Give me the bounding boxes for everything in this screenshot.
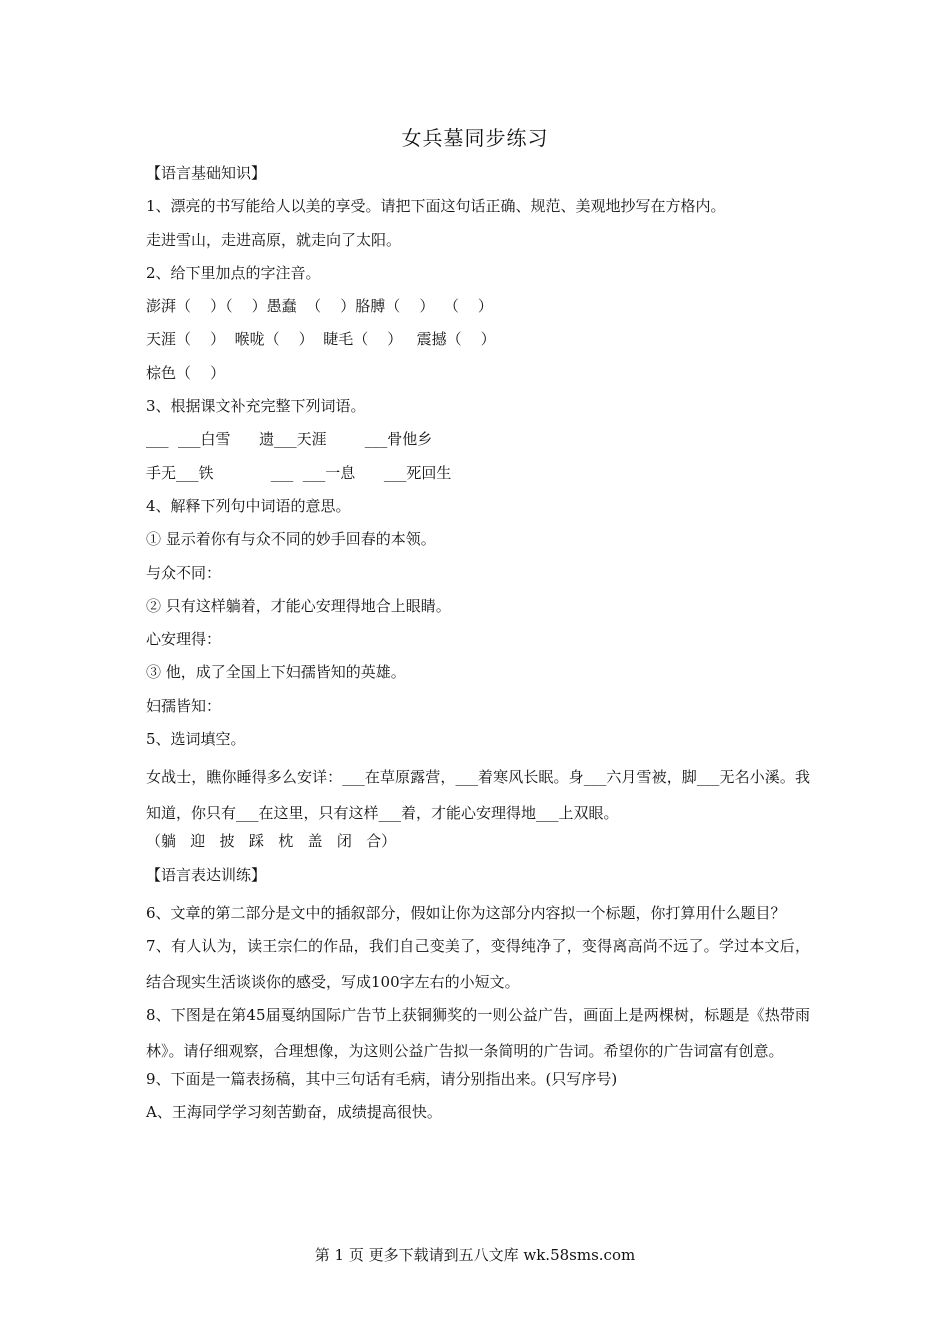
section-heading-basic: 【语言基础知识】 bbox=[146, 164, 267, 182]
answer-label-1: 与众不同： bbox=[146, 563, 222, 582]
pinyin-row-2: 天涯（ ） 喉咙（ ） 睫毛（ ） 震撼（ ） bbox=[146, 330, 496, 349]
sentence-1: ① 显示着你有与众不同的妙手回春的本领。 bbox=[146, 530, 436, 549]
question-8: 8、下图是在第45届戛纳国际广告节上获铜狮奖的一则公益广告，画面上是两棵树，标题是《热带雨林》。请仔细观察，合理想像，为这则公益广告拟一条简明的广告词。希望你的广告词富有创意。 bbox=[146, 1005, 810, 1060]
pinyin-row-3: 棕色（ ） bbox=[146, 363, 226, 382]
question-7: 7、有人认为，读王宗仁的作品，我们自己变美了，变得纯净了，变得离高尚不远了。学过本文后，结合现实生活谈谈你的感受，写成100字左右的小短文。 bbox=[146, 936, 810, 991]
pinyin-row-1: 澎湃（ ）（ ）愚蠢 （ ）胳膊（ ） （ ） bbox=[146, 297, 493, 316]
sentence-3: ③ 他，成了全国上下妇孺皆知的英雄。 bbox=[146, 663, 406, 682]
answer-label-3: 妇孺皆知： bbox=[146, 696, 222, 715]
question-3: 3、根据课文补充完整下列词语。 bbox=[146, 397, 366, 416]
question-6: 6、文章的第二部分是文中的插叙部分，假如让你为这部分内容拟一个标题，你打算用什么题目？ bbox=[146, 903, 786, 922]
word-choices: （躺 迎 披 踩 枕 盖 闭 合） bbox=[146, 832, 397, 851]
question-9-option-a: A、王海同学学习刻苦勤奋，成绩提高很快。 bbox=[146, 1103, 442, 1122]
question-5-passage: 女战士，瞧你睡得多么安详：___在草原露营，___着寒风长眠。身___六月雪被，脚___无名小溪。我知道，你只有___在这里，只有这样___着，才能心安理得地___上双眼。 bbox=[146, 768, 810, 823]
idiom-row-1: ___ ___白雪 遗___天涯 ___骨他乡 bbox=[146, 430, 433, 449]
copy-sentence: 走进雪山，走进高原，就走向了太阳。 bbox=[146, 230, 402, 249]
answer-label-2: 心安理得： bbox=[146, 630, 222, 649]
page-title: 女兵墓同步练习 bbox=[401, 126, 549, 150]
question-4: 4、解释下列句中词语的意思。 bbox=[146, 496, 351, 515]
question-9: 9、下面是一篇表扬稿，其中三句话有毛病，请分别指出来。(只写序号) bbox=[146, 1069, 618, 1088]
page-footer: 第 1 页 更多下载请到五八文库 wk.58sms.com bbox=[314, 1246, 636, 1264]
sentence-2: ② 只有这样躺着，才能心安理得地合上眼睛。 bbox=[146, 596, 451, 615]
section-heading-expression: 【语言表达训练】 bbox=[146, 865, 267, 884]
question-1: 1、漂亮的书写能给人以美的享受。请把下面这句话正确、规范、美观地抄写在方格内。 bbox=[146, 197, 726, 216]
exercise-content bbox=[146, 160, 810, 1133]
question-5: 5、选词填空。 bbox=[146, 730, 246, 749]
question-2: 2、给下里加点的字注音。 bbox=[146, 263, 321, 282]
idiom-row-2: 手无___铁 ___ ___一息 ___死回生 bbox=[146, 463, 452, 482]
